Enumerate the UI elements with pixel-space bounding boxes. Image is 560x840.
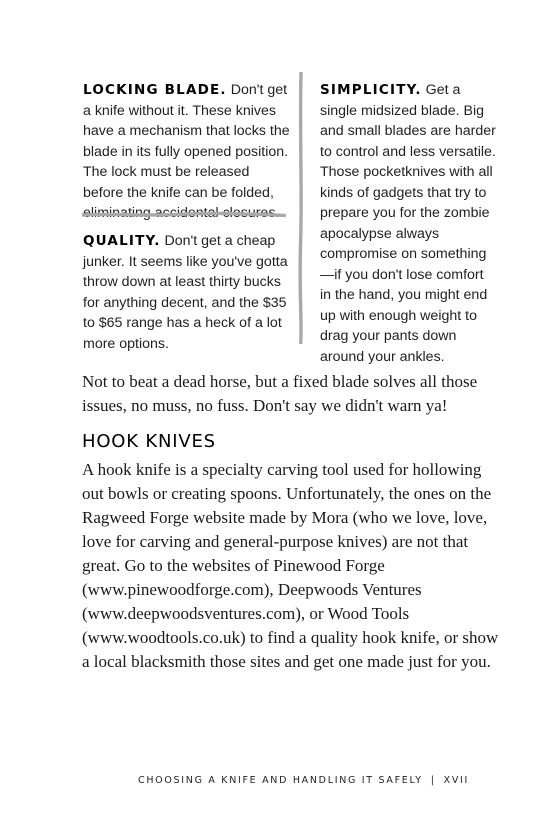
vertical-divider [296,72,306,344]
locking-blade-text: Don't get a knife without it. These knives have a mechanism that locks the blade in its fully opened position. The lock must be released before the knife can be folded, eliminating accidental closures. [83,82,290,221]
sidebar-item-locking-blade [83,80,291,224]
simplicity-heading: SIMPLICITY. [320,82,422,98]
running-title: CHOOSING A KNIFE AND HANDLING IT SAFELY [138,775,423,786]
quality-heading: QUALITY. [83,233,161,249]
page-footer [138,775,470,786]
body-paragraph: Not to beat a dead horse, but a fixed blade solves all those issues, no muss, no fuss. Don't say we didn't warn ya! [82,372,478,415]
section-heading: HOOK KNIVES [82,431,216,452]
sidebar-item-simplicity [320,80,498,367]
sidebar-item-quality [83,231,291,354]
page-number: XVII [443,775,470,786]
locking-blade-heading: LOCKING BLADE. [83,82,227,98]
quality-text: Don't get a cheap junker. It seems like you've gotta throw down at least thirty bucks for anything decent, and the $35 to $65 range has a heck of a lot more options. [83,233,288,352]
horizontal-divider [82,210,286,220]
footer-separator: | [430,775,436,786]
simplicity-text: Get a single midsized blade. Big and small blades are harder to control and less versatile. Those pocketknives with all kinds of gadgets that try to prepare you for the zombie apocalypse always compromise on something—if you don't lose comfort in the hand, you might end up with enough weight to drag your pants down around your ankles. [320,82,496,365]
body-paragraph: A hook knife is a specialty carving tool used for hollowing out bowls or creating spoons. Unfortunately, the ones on the Ragweed Forge website made by Mora (who we love, love, love for carving and general-purpose knives) are not that great. Go to the websites of Pinewood Forge (www.pinewoodforge.com), Deepwoods Ventures (www.deepwoodsventures.com), or Wood Tools (www.woodtools.co.uk) to find a quality hook knife, or show a local blacksmith those sites and get one made just for you. [82,460,499,671]
